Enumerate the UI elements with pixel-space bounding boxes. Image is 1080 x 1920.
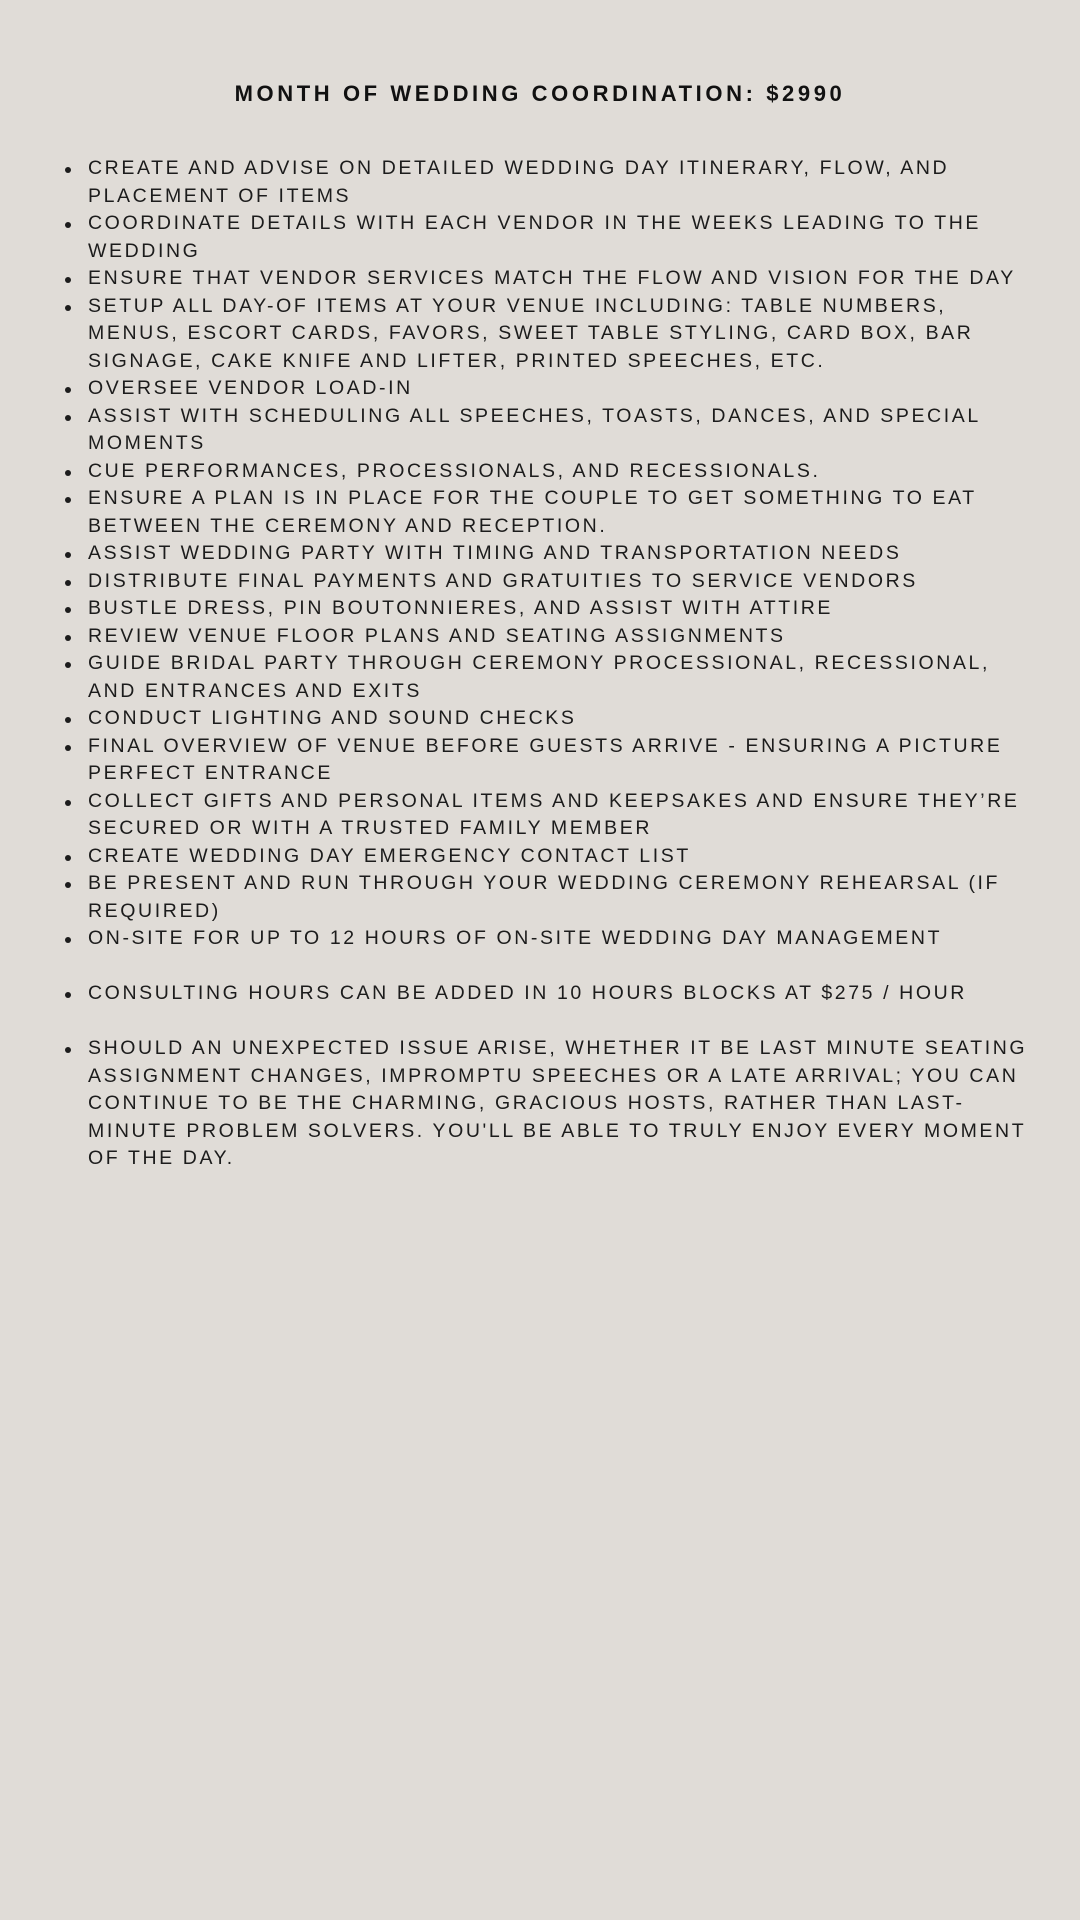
list-item-text: BE PRESENT AND RUN THROUGH YOUR WEDDING CEREMONY REHEARSAL (IF REQUIRED) — [88, 872, 1001, 922]
list-item-text: COORDINATE DETAILS WITH EACH VENDOR IN THE WEEKS LEADING TO THE WEDDING — [88, 212, 981, 262]
bullet-icon — [65, 470, 71, 476]
consulting-hours-note — [62, 980, 1030, 1008]
list-item — [62, 210, 1030, 265]
list-item-text: OVERSEE VENDOR LOAD-IN — [88, 377, 413, 399]
list-item — [62, 568, 1030, 596]
list-item-text: ASSIST WEDDING PARTY WITH TIMING AND TRANSPORTATION NEEDS — [88, 542, 902, 564]
bullet-icon — [65, 992, 71, 998]
list-item — [62, 705, 1030, 733]
services-list — [62, 155, 1030, 1173]
list-item-text: COLLECT GIFTS AND PERSONAL ITEMS AND KEEPSAKES AND ENSURE THEY’RE SECURED OR WITH A TRUSTED FAMILY MEMBER — [88, 789, 1020, 839]
bullet-icon — [65, 222, 71, 228]
list-item — [62, 403, 1030, 458]
bullet-icon — [65, 415, 71, 421]
list-item-text: SETUP ALL DAY-OF ITEMS AT YOUR VENUE INCLUDING: TABLE NUMBERS, MENUS, ESCORT CARDS, FAVORS, SWEET TABLE STYLING, CARD BOX, BAR SIGNAGE, CAKE KNIFE AND LIFTER, PRINTED SPEECHES, ETC. — [88, 294, 974, 372]
bullet-icon — [65, 305, 71, 311]
list-item — [62, 733, 1030, 788]
bullet-icon — [65, 497, 71, 503]
list-item — [62, 788, 1030, 843]
bullet-icon — [65, 662, 71, 668]
bullet-icon — [65, 635, 71, 641]
bullet-icon — [65, 552, 71, 558]
list-item — [62, 375, 1030, 403]
list-item — [62, 925, 1030, 953]
list-item — [62, 540, 1030, 568]
bullet-icon — [65, 607, 71, 613]
list-item-text: ON-SITE FOR UP TO 12 HOURS OF ON-SITE WEDDING DAY MANAGEMENT — [88, 927, 943, 949]
list-item-text: ASSIST WITH SCHEDULING ALL SPEECHES, TOASTS, DANCES, AND SPECIAL MOMENTS — [88, 404, 981, 454]
bullet-icon — [65, 882, 71, 888]
bullet-icon — [65, 387, 71, 393]
closing-note — [62, 1035, 1030, 1173]
list-item — [62, 650, 1030, 705]
bullet-icon — [65, 855, 71, 861]
services-section — [62, 155, 1030, 1173]
list-item — [62, 293, 1030, 376]
page-title: MONTH OF WEDDING COORDINATION: $2990 — [234, 81, 846, 106]
list-item-text: CONDUCT LIGHTING AND SOUND CHECKS — [88, 707, 577, 729]
list-item-text: DISTRIBUTE FINAL PAYMENTS AND GRATUITIES TO SERVICE VENDORS — [88, 569, 918, 592]
bullet-icon — [65, 580, 71, 586]
bullet-icon — [65, 167, 71, 173]
list-item-text: GUIDE BRIDAL PARTY THROUGH CEREMONY PROCESSIONAL, RECESSIONAL, AND ENTRANCES AND EXITS — [88, 652, 991, 702]
bullet-icon — [65, 937, 71, 943]
list-item-text: ENSURE THAT VENDOR SERVICES MATCH THE FLOW AND VISION FOR THE DAY — [88, 267, 1016, 289]
list-item — [62, 458, 1030, 486]
list-item-text: ENSURE A PLAN IS IN PLACE FOR THE COUPLE TO GET SOMETHING TO EAT BETWEEN THE CEREMONY AND RECEPTION. — [88, 487, 977, 537]
bullet-icon — [65, 745, 71, 751]
bullet-icon — [65, 277, 71, 283]
list-item-text: CONSULTING HOURS CAN BE ADDED IN 10 HOURS BLOCKS AT $275 / HOUR — [88, 982, 967, 1004]
list-item — [62, 155, 1030, 210]
list-item-text: REVIEW VENUE FLOOR PLANS AND SEATING ASSIGNMENTS — [88, 624, 786, 647]
list-item — [62, 843, 1030, 871]
list-item — [62, 485, 1030, 540]
list-item-text: FINAL OVERVIEW OF VENUE BEFORE GUESTS ARRIVE - ENSURING A PICTURE PERFECT ENTRANCE — [88, 734, 1003, 784]
bullet-icon — [65, 717, 71, 723]
list-item — [62, 265, 1030, 293]
list-item — [62, 623, 1030, 651]
list-item — [62, 595, 1030, 623]
bullet-icon — [65, 1047, 71, 1053]
list-item-text: CREATE AND ADVISE ON DETAILED WEDDING DAY ITINERARY, FLOW, AND PLACEMENT OF ITEMS — [88, 157, 950, 207]
bullet-icon — [65, 800, 71, 806]
list-item-text: SHOULD AN UNEXPECTED ISSUE ARISE, WHETHER IT BE LAST MINUTE SEATING ASSIGNMENT CHANGES, IMPROMPTU SPEECHES OR A LATE ARRIVAL; YOU CAN CONTINUE TO BE THE CHARMING, GRACIOUS HOSTS, RATHER THAN LAST-MINUTE PROBLEM SOLVERS. YOU'LL BE ABLE TO TRULY ENJOY EVERY MOMENT OF THE DAY. — [88, 1037, 1028, 1169]
list-item-text: BUSTLE DRESS, PIN BOUTONNIERES, AND ASSIST WITH ATTIRE — [88, 597, 834, 619]
list-item-text: CUE PERFORMANCES, PROCESSIONALS, AND RECESSIONALS. — [88, 459, 821, 482]
list-item-text: CREATE WEDDING DAY EMERGENCY CONTACT LIST — [88, 844, 691, 867]
list-item — [62, 870, 1030, 925]
